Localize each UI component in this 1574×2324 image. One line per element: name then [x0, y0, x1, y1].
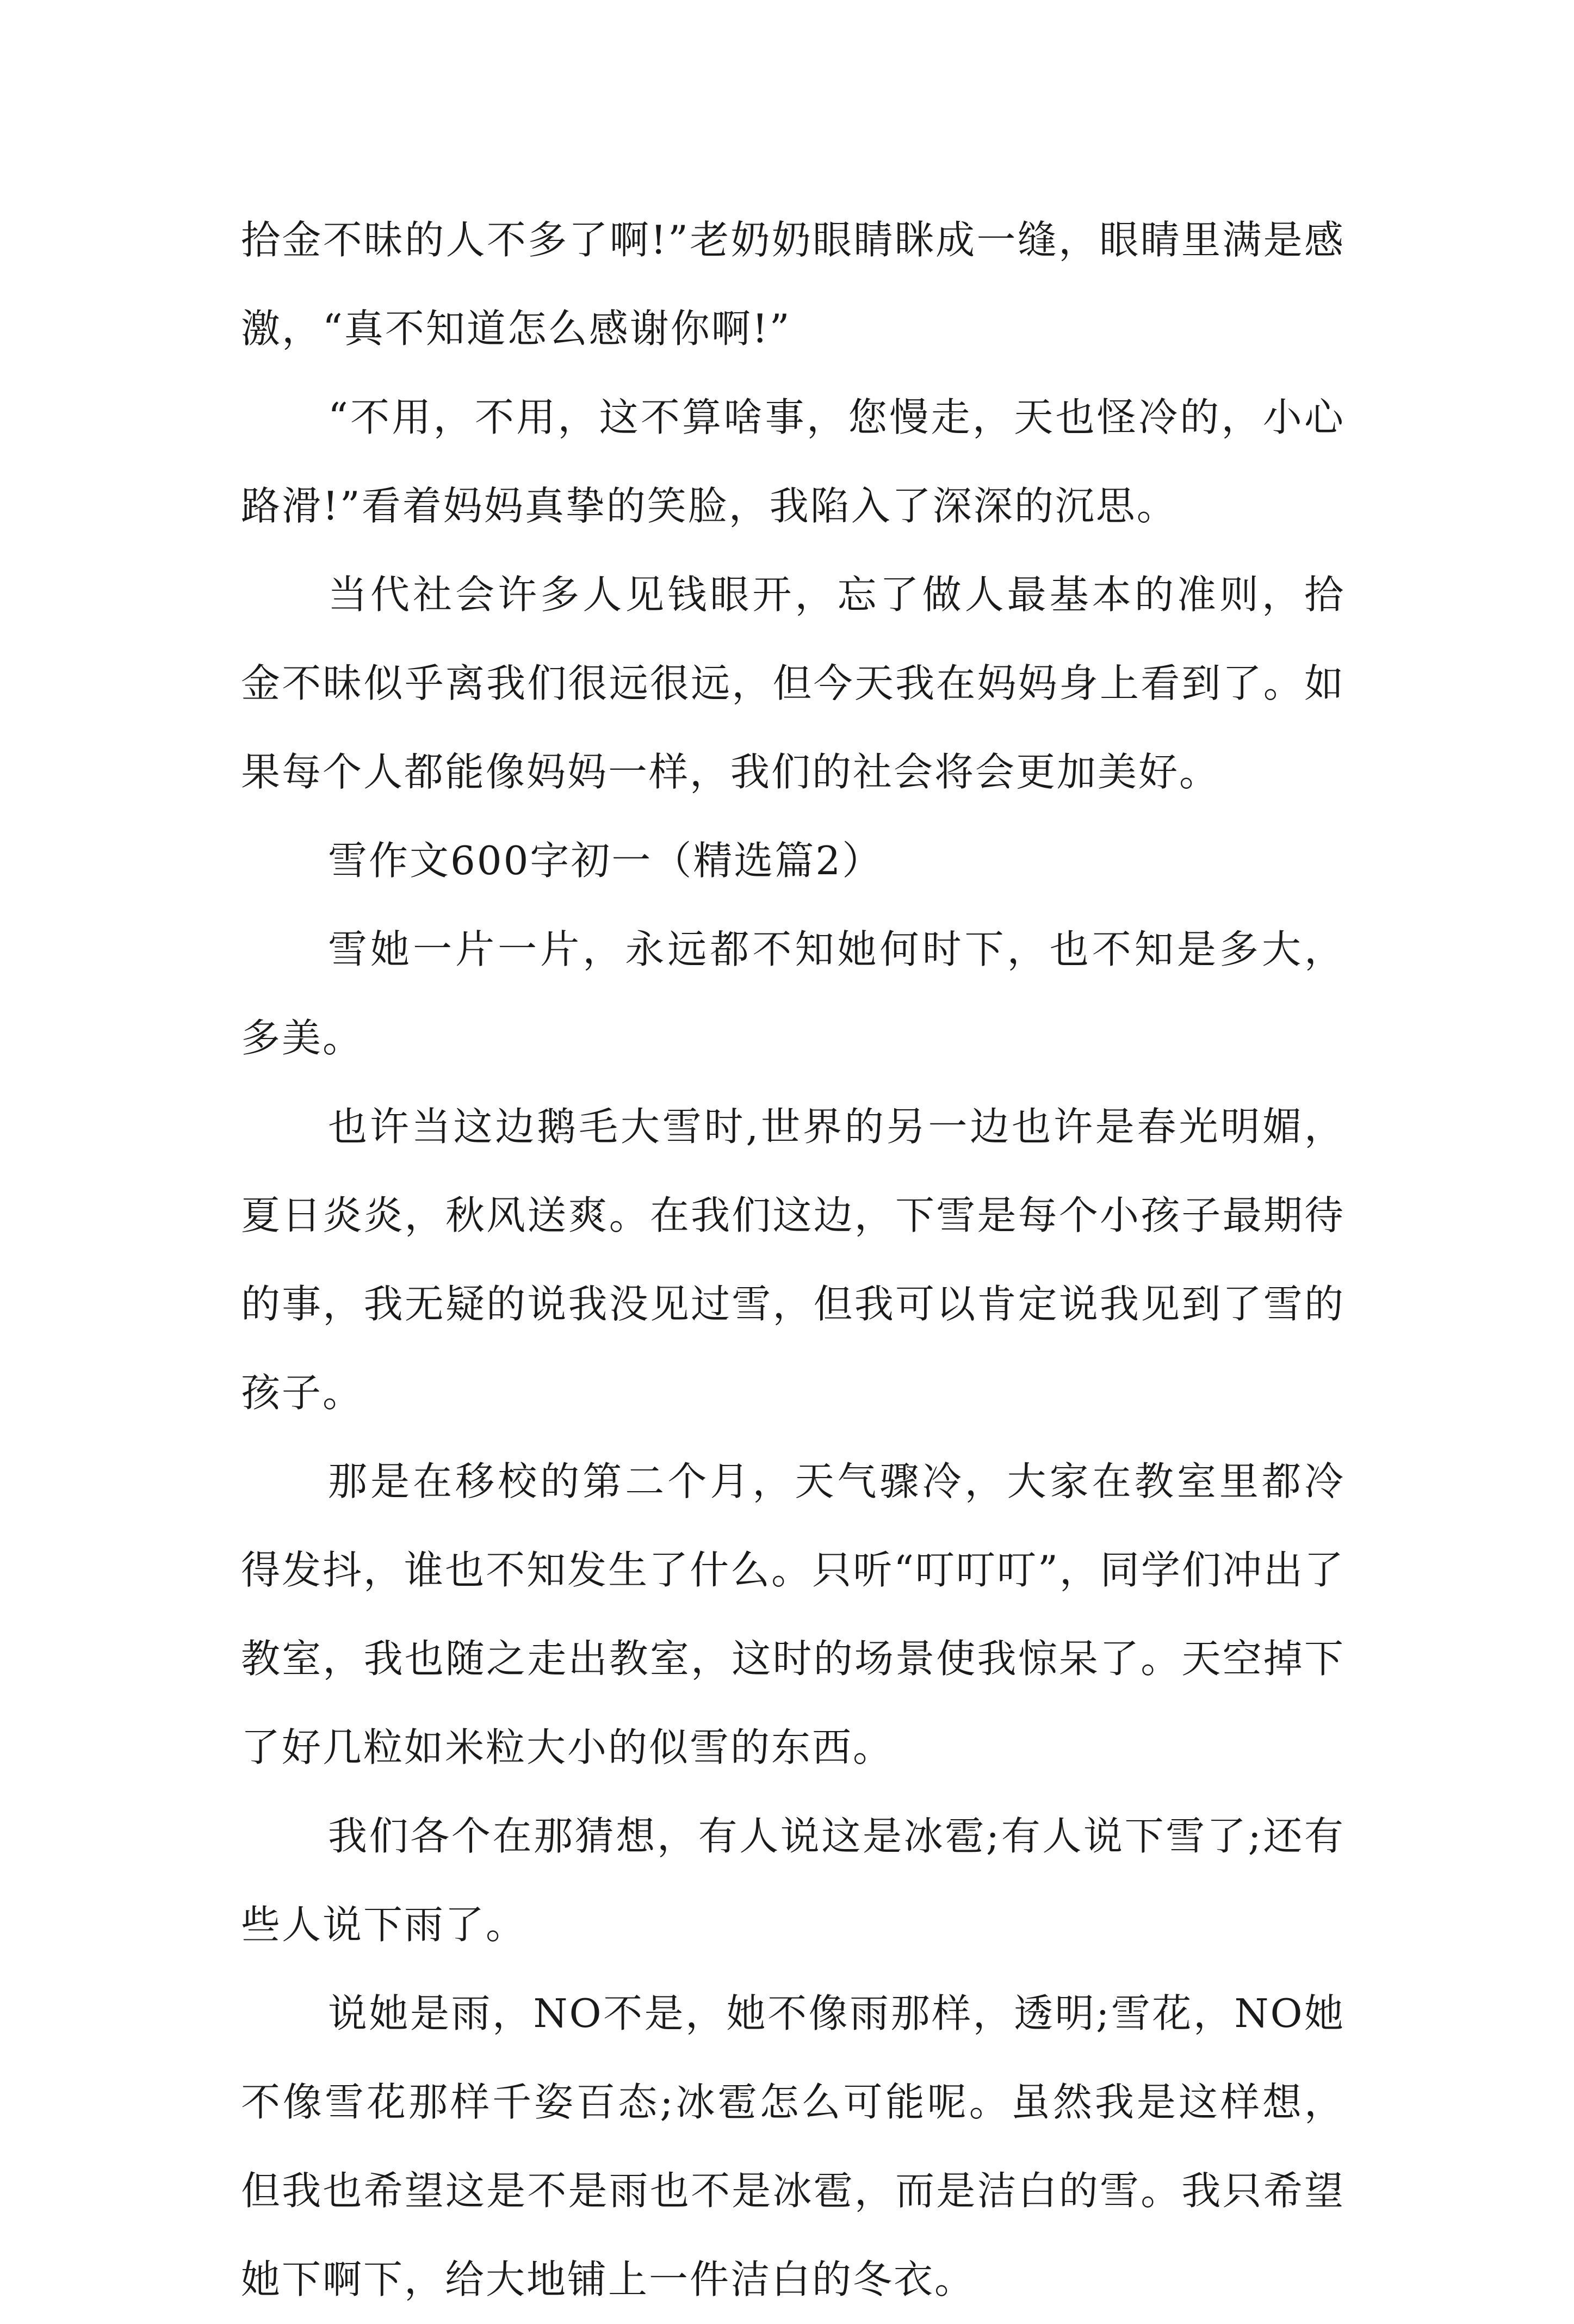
document-body	[241, 196, 1345, 2324]
section-heading: 雪作文600字初一（精选篇2）	[328, 838, 883, 883]
paragraph: 那是在移校的第二个月，天气骤冷，大家在教室里都冷得发抖，谁也不知发生了什么。只听“叮叮叮”，同学们冲出了教室，我也随之走出教室，这时的场景使我惊呆了。天空掉下了好几粒如米粒大小的似雪的东西。	[241, 1458, 1345, 1770]
paragraph: 说她是雨，NO不是，她不像雨那样，透明;雪花，NO她不像雪花那样千姿百态;冰雹怎么可能呢。虽然我是这样想，但我也希望这是不是雨也不是冰雹，而是洁白的雪。我只希望她下啊下，给大地铺上一件洁白的冬衣。	[241, 1991, 1345, 2302]
paragraph: “不用，不用，这不算啥事，您慢走，天也怪冷的，小心路滑!”看着妈妈真挚的笑脸，我陷入了深深的沉思。	[241, 394, 1345, 529]
paragraph: 雪她一片一片，永远都不知她何时下，也不知是多大，多美。	[241, 926, 1345, 1061]
paragraph: 当代社会许多人见钱眼开，忘了做人最基本的准则，拾金不昧似乎离我们很远很远，但今天我在妈妈身上看到了。如果每个人都能像妈妈一样，我们的社会将会更加美好。	[241, 572, 1345, 795]
paragraph: 我们各个在那猜想，有人说这是冰雹;有人说下雪了;还有些人说下雨了。	[241, 1813, 1345, 1948]
paragraph-continuation: 拾金不昧的人不多了啊!”老奶奶眼睛眯成一缝，眼睛里满是感激，“真不知道怎么感谢你啊!”	[241, 217, 1345, 351]
paragraph: 也许当这边鹅毛大雪时,世界的另一边也许是春光明媚，夏日炎炎，秋风送爽。在我们这边，下雪是每个小孩子最期待的事，我无疑的说我没见过雪，但我可以肯定说我见到了雪的孩子。	[241, 1104, 1345, 1416]
